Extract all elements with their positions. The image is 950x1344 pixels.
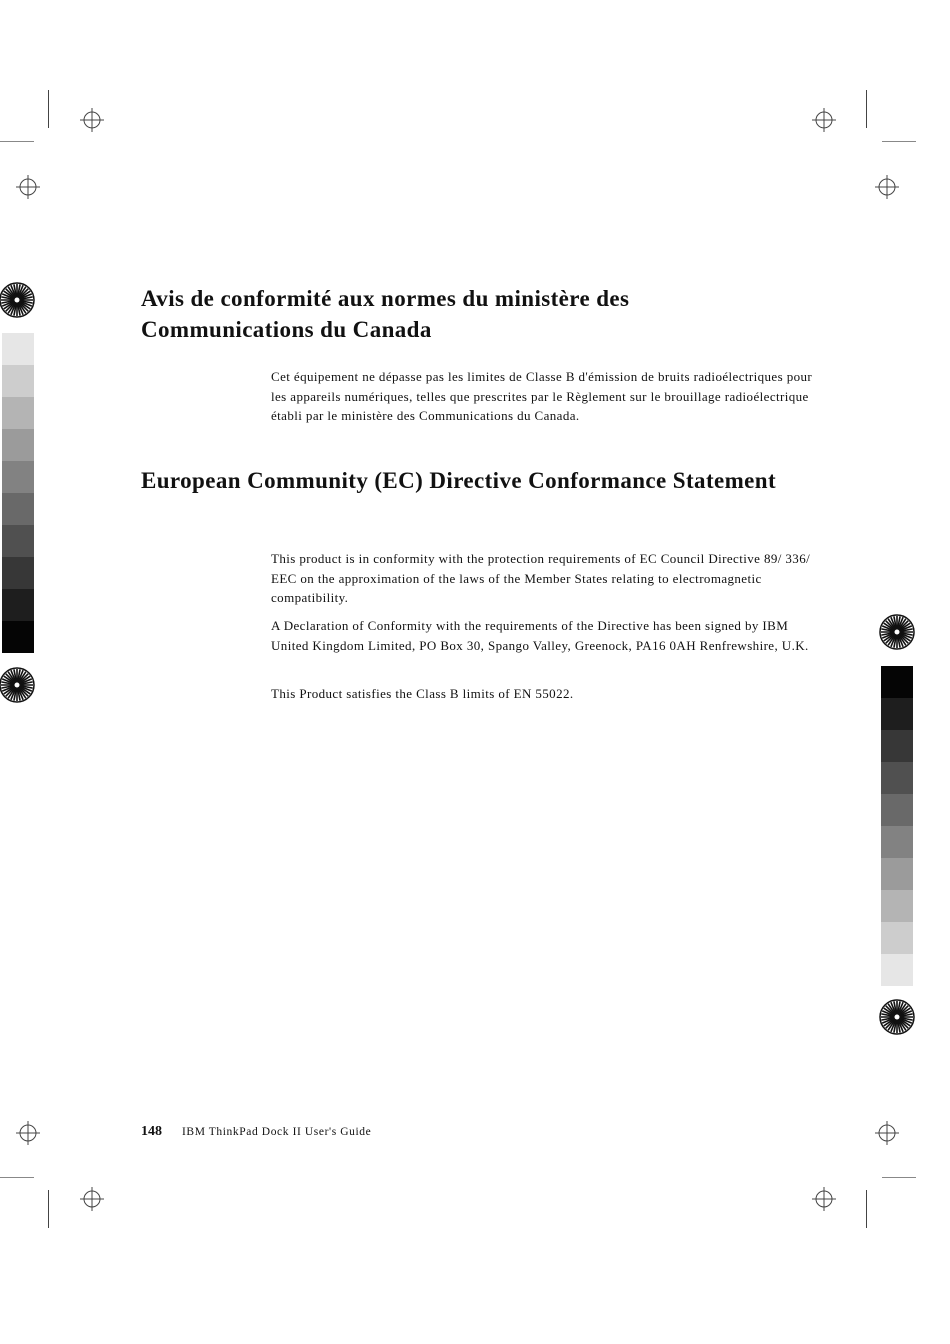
paragraph-class-b-limits: This Product satisfies the Class B limits of EN 55022.	[271, 686, 574, 701]
paragraph-ec-conformity: This product is in conformity with the protection requirements of EC Council Directive 89/ 336/ EEC on the approximation of the laws of the Member States relating to electromagnetic compatibility.	[271, 551, 811, 606]
paragraph-declaration: A Declaration of Conformity with the requirements of the Directive has been signed by IBM United Kingdom Limited, PO Box 30, Spango Valley, Greenock, PA16 0AH Renfrewshire, U.K.	[271, 618, 809, 653]
section-heading-ec-directive: European Community (EC) Directive Conformance Statement	[141, 468, 777, 493]
paragraph-canada-compliance: Cet équipement ne dépasse pas les limites de Classe B d'émission de bruits radioélectriques pour les appareils numériques, telles que prescrites par le Règlement sur le brouillage radioélectrique établi par le ministère des Communications du Canada.	[271, 369, 813, 424]
section-heading-canada: Avis de conformité aux normes du ministère des Communications du Canada	[141, 286, 630, 342]
book-title: IBM ThinkPad Dock II User's Guide	[182, 1126, 372, 1138]
page-number: 148	[141, 1124, 162, 1139]
grayscale-strip-left	[2, 333, 34, 653]
grayscale-strip-right	[881, 666, 913, 986]
